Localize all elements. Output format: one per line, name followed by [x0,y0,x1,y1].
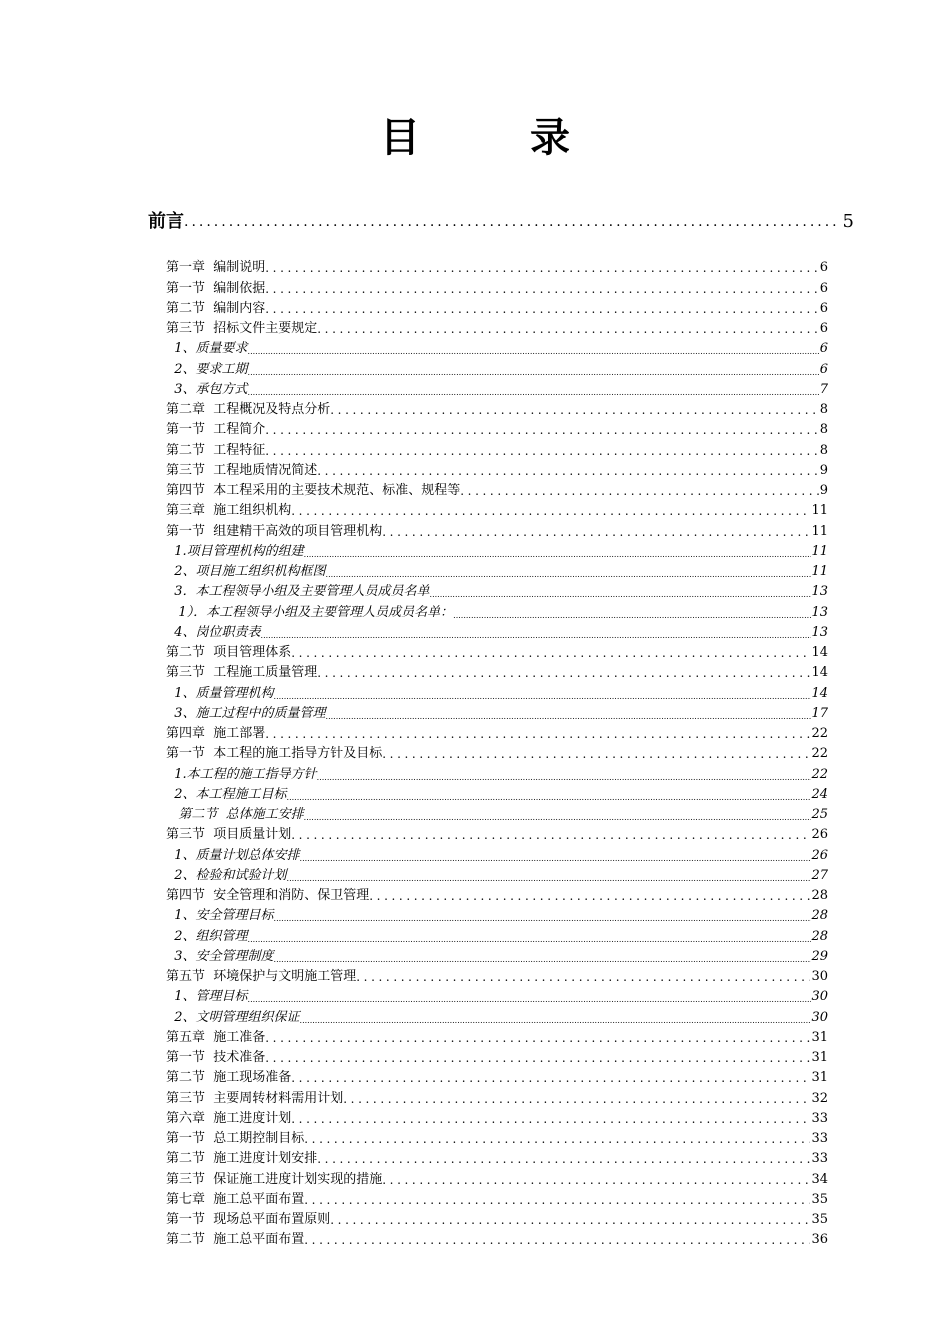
toc-entry-label: 2、项目施工组织机构框图 [166,564,326,579]
toc-entry[interactable] [166,681,828,701]
toc-entry-label: 第三节 主要周转材料需用计划 [166,1090,344,1106]
toc-entry-page-number: 35 [811,1191,828,1207]
toc-entry-label: 第一节 总工期控制目标 [166,1131,305,1146]
dot-leader [317,321,818,337]
toc-entry-page-number: 22 [811,766,828,782]
toc-entry-label: 1、安全管理目标 [166,908,274,924]
toc-entry-page-number: 8 [819,442,828,458]
toc-entry[interactable] [166,661,828,681]
toc-entry-page-number: 22 [811,726,828,741]
toc-entry[interactable] [166,256,828,276]
toc-entry[interactable] [166,985,828,1005]
toc-entry-page-number: 14 [811,685,828,701]
toc-entry-label: 2、组织管理 [166,928,248,944]
toc-entry-page-number: 30 [811,969,828,984]
toc-entry-label: 第四节 本工程采用的主要技术规范、标准、规程等 [166,483,461,498]
dot-leader [330,402,818,418]
toc-entry-label: 第一节 现场总平面布置原则 [166,1212,331,1227]
toc-entry-page-number: 31 [811,1029,828,1045]
dot-leader [248,935,812,945]
toc-entry-page-number: 6 [819,300,828,316]
toc-entry[interactable] [166,884,828,904]
toc-entry-label: 第二节 工程特征 [166,442,266,458]
toc-entry-label: 第二节 施工进度计划安排 [166,1151,318,1167]
toc-entry-label: 第二节 施工总平面布置 [166,1232,305,1248]
toc-entry-page-number: 11 [811,523,828,539]
dot-leader [330,1212,810,1228]
dot-leader [304,550,812,560]
toc-entry-page-number: 30 [811,1009,828,1025]
dot-leader [317,463,818,479]
toc-entry-page-number: 30 [811,989,828,1005]
toc-entry-label: 1）．本工程领导小组及主要管理人员成员名单： [166,604,454,620]
dot-leader [248,995,812,1005]
toc-entry-label: 2、本工程施工目标 [166,786,287,802]
dot-leader [265,260,818,276]
dot-leader [304,813,812,823]
toc-entry-page-number: 34 [811,1171,828,1187]
toc-entry-label: 第二节 项目管理体系 [166,645,292,660]
toc-entry-page-number: 9 [819,462,828,478]
toc-entry-page-number: 11 [811,503,828,519]
toc-entry[interactable] [166,1188,828,1208]
toc-entry[interactable] [166,1046,828,1066]
toc-entry-label: 第四节 安全管理和消防、保卫管理 [166,888,370,903]
dot-leader [248,388,820,398]
dot-leader [382,524,810,540]
toc-entry-label: 1、管理目标 [166,989,248,1005]
toc-entry-label: 2、检验和试验计划 [166,867,287,883]
toc-entry-page-number: 33 [811,1110,828,1126]
toc-entry-label: 第一节 本工程的施工指导方针及目标 [166,746,383,762]
dot-leader [287,793,812,803]
dot-leader [317,773,812,783]
toc-entry-page-number: 6 [819,280,828,296]
dot-leader [326,712,812,722]
dot-leader [291,1111,810,1127]
dot-leader [382,746,810,762]
toc-entry[interactable] [166,823,828,843]
toc-entry-page-number: 35 [811,1212,828,1227]
toc-entry-page-number: 7 [819,381,828,397]
toc-entry[interactable] [166,560,828,580]
dot-leader [291,827,810,843]
toc-entry-label: 第三节 招标文件主要规定 [166,321,318,336]
toc-entry-label: 第三章 施工组织机构 [166,503,292,519]
toc-entry[interactable] [166,1127,828,1147]
toc-entry[interactable] [166,519,828,539]
dot-leader [460,483,818,499]
toc-entry[interactable] [166,722,828,742]
dot-leader [304,1131,810,1147]
toc-entry[interactable] [166,499,828,519]
toc-entry[interactable] [166,864,828,884]
dot-leader [317,1151,810,1167]
dot-leader [317,665,810,681]
toc-entry-label: 第二节 编制内容 [166,300,266,316]
toc-entry-page-number: 28 [811,928,828,944]
dot-leader [274,914,812,924]
toc-entry-label: 3、施工过程中的质量管理 [166,705,326,721]
toc-entry-page-number: 13 [811,584,828,600]
toc-entry-page-number: 6 [819,361,828,377]
toc-entry-page-number: 31 [811,1050,828,1065]
toc-entry[interactable] [166,621,828,641]
toc-entry-page-number: 36 [811,1232,828,1248]
toc-entry-label: 第三节 保证施工进度计划实现的措施 [166,1171,383,1187]
table-of-contents [166,256,828,1248]
toc-entry-page-number: 25 [811,807,828,822]
dot-leader [300,854,812,864]
page-title: 目 录 [380,115,618,161]
toc-entry-page-number: 9 [819,483,828,498]
toc-entry-label: 第三节 工程施工质量管理 [166,665,318,681]
toc-entry-page-number: 13 [811,604,828,620]
toc-entry[interactable] [166,924,828,944]
toc-entry[interactable] [166,337,828,357]
toc-entry[interactable] [166,459,828,479]
dot-leader [265,301,818,317]
dot-leader [291,503,810,519]
toc-entry[interactable] [166,904,828,924]
toc-entry-label: 第六章 施工进度计划 [166,1110,292,1126]
toc-entry[interactable] [166,843,828,863]
toc-entry[interactable] [166,1107,828,1127]
toc-entry[interactable] [166,418,828,438]
toc-entry[interactable] [166,945,828,965]
dot-leader [265,422,818,438]
toc-entry[interactable] [166,965,828,985]
toc-entry-label: 2、文明管理组织保证 [166,1009,300,1025]
toc-entry-page-number: 29 [811,948,828,964]
toc-entry-page-number: 26 [811,827,828,843]
toc-entry-page-number: 28 [811,888,828,903]
toc-entry-label: 第一节 组建精干高效的项目管理机构 [166,523,383,539]
toc-entry[interactable] [166,1066,828,1086]
toc-entry[interactable] [166,276,828,296]
dot-leader [265,1050,810,1066]
toc-entry-page-number: 11 [811,543,828,559]
toc-entry[interactable] [166,438,828,458]
toc-entry-label: 1、质量计划总体安排 [166,847,300,863]
toc-entry-page-number: 31 [811,1070,828,1086]
toc-entry[interactable] [166,1228,828,1248]
dot-leader [343,1091,810,1107]
toc-entry-page-number: 8 [819,402,828,417]
toc-entry-page-number: 8 [819,422,828,438]
toc-entry-page-number: 33 [811,1131,828,1146]
toc-entry-page-number: 17 [811,705,828,721]
toc-entry-label: 3．本工程领导小组及主要管理人员成员名单 [166,584,430,600]
toc-entry-page-number: 26 [811,847,828,863]
toc-entry-page-number: 27 [811,867,828,883]
dot-leader [291,645,810,661]
toc-entry-label: 3、安全管理制度 [166,948,274,964]
toc-entry-label: 1、质量管理机构 [166,685,274,701]
toc-entry[interactable] [166,1086,828,1106]
toc-entry-label: 2、要求工期 [166,361,248,377]
dot-leader [369,888,810,904]
toc-entry-label: 4、岗位职责表 [166,624,261,640]
toc-entry-page-number: 22 [811,746,828,762]
dot-leader [382,1172,810,1188]
toc-entry[interactable] [166,1147,828,1167]
toc-entry-label: 1、质量要求 [166,341,248,357]
toc-entry-page-number: 13 [811,624,828,640]
toc-entry-label: 第五节 环境保护与文明施工管理 [166,969,357,984]
toc-entry-label: 第二节 总体施工安排 [166,807,304,822]
toc-entry-page-number: 11 [811,564,828,579]
dot-leader [304,1232,810,1248]
dot-leader [291,1070,810,1086]
toc-entry-label: 第七章 施工总平面布置 [166,1191,305,1207]
toc-entry[interactable] [166,378,828,398]
toc-entry[interactable] [166,297,828,317]
toc-preface-page-number: 5 [842,211,854,232]
toc-entry[interactable] [166,600,828,620]
toc-entry-label: 第一节 编制依据 [166,280,266,296]
toc-entry-label: 第一节 工程简介 [166,422,266,438]
toc-entry-page-number: 24 [811,786,828,802]
dot-leader [265,281,818,297]
dot-leader [453,611,811,621]
dot-leader [356,969,810,985]
dot-leader [300,1016,812,1026]
toc-entry-label: 第一节 技术准备 [166,1050,266,1065]
toc-entry[interactable] [166,1208,828,1228]
dot-leader [184,211,841,233]
toc-entry-label: 第三节 工程地质情况简述 [166,462,318,478]
dot-leader [274,692,812,702]
toc-preface-entry[interactable] [148,207,854,233]
dot-leader [265,726,810,742]
dot-leader [248,347,820,357]
toc-entry[interactable] [166,1026,828,1046]
toc-entry[interactable] [166,398,828,418]
toc-entry-label: 1.本工程的施工指导方针 [166,766,317,782]
toc-entry[interactable] [166,317,828,337]
toc-entry-label: 第二节 施工现场准备 [166,1070,292,1086]
toc-entry[interactable] [166,702,828,722]
toc-entry-label: 第五章 施工准备 [166,1029,266,1045]
dot-leader [430,590,812,600]
toc-entry-page-number: 6 [819,341,828,357]
toc-entry-page-number: 14 [811,645,828,660]
toc-entry-page-number: 32 [811,1090,828,1106]
toc-entry[interactable] [166,742,828,762]
toc-entry[interactable] [166,762,828,782]
toc-entry[interactable] [166,641,828,661]
toc-entry-label: 第二章 工程概况及特点分析 [166,402,331,417]
toc-entry[interactable] [166,479,828,499]
dot-leader [265,1030,810,1046]
dot-leader [326,570,812,580]
dot-leader [261,631,812,641]
toc-entry-label: 1.项目管理机构的组建 [166,543,304,559]
toc-entry[interactable] [166,1005,828,1025]
dot-leader [304,1192,810,1208]
toc-entry[interactable] [166,357,828,377]
toc-entry-page-number: 14 [811,665,828,681]
toc-entry-label: 第四章 施工部署 [166,726,266,741]
toc-entry-page-number: 33 [811,1151,828,1167]
toc-entry-label: 第三节 项目质量计划 [166,827,292,843]
toc-entry-page-number: 6 [819,321,828,336]
toc-entry[interactable] [166,803,828,823]
toc-entry-page-number: 28 [811,908,828,924]
toc-preface-label: 前言 [148,211,184,232]
dot-leader [248,368,820,378]
dot-leader [274,955,812,965]
toc-entry-label: 第一章 编制说明 [166,260,266,276]
dot-leader [287,874,812,884]
toc-entry-label: 3、承包方式 [166,381,248,397]
toc-entry[interactable] [166,540,828,560]
toc-entry[interactable] [166,580,828,600]
toc-entry-page-number: 6 [819,260,828,276]
dot-leader [265,443,818,459]
toc-entry[interactable] [166,783,828,803]
toc-entry[interactable] [166,1167,828,1187]
